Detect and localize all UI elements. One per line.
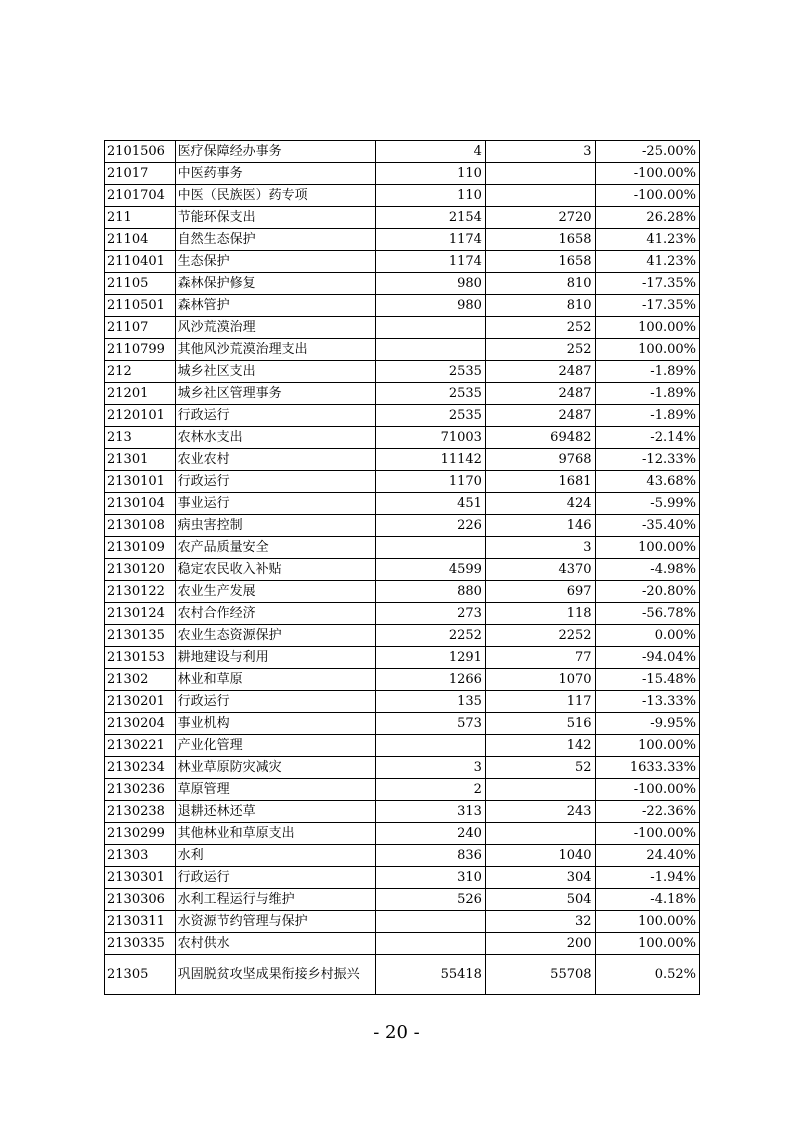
table-row <box>105 845 700 867</box>
change-percent-cell: -20.80% <box>595 581 699 603</box>
change-percent-cell: -100.00% <box>595 163 699 185</box>
current-value-cell: 146 <box>485 515 595 537</box>
change-percent-cell: 100.00% <box>595 537 699 559</box>
change-percent-cell: 100.00% <box>595 339 699 361</box>
current-value-cell: 69482 <box>485 427 595 449</box>
item-name-cell: 农产品质量安全 <box>175 537 376 559</box>
table-row <box>105 669 700 691</box>
current-value-cell: 2487 <box>485 405 595 427</box>
item-name-cell: 中医（民族医）药专项 <box>175 185 376 207</box>
current-value-cell: 32 <box>485 911 595 933</box>
table-row <box>105 405 700 427</box>
prior-value-cell <box>376 911 486 933</box>
table-row <box>105 515 700 537</box>
item-code-cell: 2130221 <box>105 735 176 757</box>
current-value-cell: 810 <box>485 273 595 295</box>
prior-value-cell <box>376 537 486 559</box>
item-name-cell: 草原管理 <box>175 779 376 801</box>
table-row <box>105 933 700 955</box>
change-percent-cell: -4.98% <box>595 559 699 581</box>
current-value-cell: 4370 <box>485 559 595 581</box>
item-name-cell: 森林保护修复 <box>175 273 376 295</box>
table-row <box>105 229 700 251</box>
item-code-cell: 2130204 <box>105 713 176 735</box>
table-row <box>105 757 700 779</box>
change-percent-cell: 0.52% <box>595 955 699 995</box>
item-code-cell: 2130104 <box>105 493 176 515</box>
item-name-cell: 事业机构 <box>175 713 376 735</box>
current-value-cell <box>485 779 595 801</box>
change-percent-cell: 100.00% <box>595 317 699 339</box>
item-name-cell: 农业农村 <box>175 449 376 471</box>
current-value-cell: 3 <box>485 141 595 163</box>
item-code-cell: 2130101 <box>105 471 176 493</box>
item-code-cell: 2130135 <box>105 625 176 647</box>
prior-value-cell: 273 <box>376 603 486 625</box>
item-name-cell: 行政运行 <box>175 471 376 493</box>
prior-value-cell: 110 <box>376 163 486 185</box>
change-percent-cell: -1.89% <box>595 405 699 427</box>
table-row <box>105 889 700 911</box>
prior-value-cell: 573 <box>376 713 486 735</box>
item-name-cell: 医疗保障经办事务 <box>175 141 376 163</box>
prior-value-cell: 451 <box>376 493 486 515</box>
item-name-cell: 稳定农民收入补贴 <box>175 559 376 581</box>
current-value-cell: 1658 <box>485 229 595 251</box>
item-code-cell: 2130122 <box>105 581 176 603</box>
item-code-cell: 21301 <box>105 449 176 471</box>
prior-value-cell: 1291 <box>376 647 486 669</box>
item-name-cell: 其他风沙荒漠治理支出 <box>175 339 376 361</box>
prior-value-cell: 836 <box>376 845 486 867</box>
prior-value-cell: 240 <box>376 823 486 845</box>
item-code-cell: 213 <box>105 427 176 449</box>
item-code-cell: 212 <box>105 361 176 383</box>
current-value-cell: 9768 <box>485 449 595 471</box>
change-percent-cell: 100.00% <box>595 735 699 757</box>
current-value-cell: 1681 <box>485 471 595 493</box>
item-name-cell: 农林水支出 <box>175 427 376 449</box>
current-value-cell: 504 <box>485 889 595 911</box>
prior-value-cell <box>376 317 486 339</box>
item-name-cell: 城乡社区管理事务 <box>175 383 376 405</box>
change-percent-cell: 41.23% <box>595 251 699 273</box>
current-value-cell: 118 <box>485 603 595 625</box>
prior-value-cell: 313 <box>376 801 486 823</box>
current-value-cell: 117 <box>485 691 595 713</box>
change-percent-cell: -2.14% <box>595 427 699 449</box>
change-percent-cell: -17.35% <box>595 295 699 317</box>
table-row <box>105 537 700 559</box>
table-row <box>105 251 700 273</box>
table-row <box>105 449 700 471</box>
prior-value-cell: 980 <box>376 295 486 317</box>
item-name-cell: 自然生态保护 <box>175 229 376 251</box>
item-code-cell: 2130124 <box>105 603 176 625</box>
table-row <box>105 295 700 317</box>
item-code-cell: 2130301 <box>105 867 176 889</box>
change-percent-cell: 0.00% <box>595 625 699 647</box>
item-name-cell: 中医药事务 <box>175 163 376 185</box>
table-row <box>105 647 700 669</box>
current-value-cell: 2720 <box>485 207 595 229</box>
current-value-cell: 516 <box>485 713 595 735</box>
item-code-cell: 2130201 <box>105 691 176 713</box>
table-row <box>105 735 700 757</box>
prior-value-cell: 55418 <box>376 955 486 995</box>
item-code-cell: 2110401 <box>105 251 176 273</box>
prior-value-cell: 880 <box>376 581 486 603</box>
table-row <box>105 339 700 361</box>
item-name-cell: 巩固脱贫攻坚成果衔接乡村振兴 <box>175 955 376 995</box>
prior-value-cell: 135 <box>376 691 486 713</box>
table-row <box>105 911 700 933</box>
item-name-cell: 风沙荒漠治理 <box>175 317 376 339</box>
item-code-cell: 2130236 <box>105 779 176 801</box>
item-name-cell: 产业化管理 <box>175 735 376 757</box>
item-code-cell: 21303 <box>105 845 176 867</box>
table-row <box>105 207 700 229</box>
table-row <box>105 823 700 845</box>
prior-value-cell: 2535 <box>376 361 486 383</box>
item-code-cell: 2130153 <box>105 647 176 669</box>
current-value-cell: 252 <box>485 317 595 339</box>
change-percent-cell: -1.89% <box>595 383 699 405</box>
item-name-cell: 其他林业和草原支出 <box>175 823 376 845</box>
change-percent-cell: -100.00% <box>595 779 699 801</box>
prior-value-cell <box>376 933 486 955</box>
item-code-cell: 2110799 <box>105 339 176 361</box>
change-percent-cell: -100.00% <box>595 185 699 207</box>
current-value-cell: 252 <box>485 339 595 361</box>
prior-value-cell: 4599 <box>376 559 486 581</box>
item-name-cell: 耕地建设与利用 <box>175 647 376 669</box>
item-name-cell: 农村合作经济 <box>175 603 376 625</box>
prior-value-cell: 526 <box>376 889 486 911</box>
current-value-cell: 243 <box>485 801 595 823</box>
table-row <box>105 361 700 383</box>
change-percent-cell: -4.18% <box>595 889 699 911</box>
item-code-cell: 2101704 <box>105 185 176 207</box>
change-percent-cell: -1.94% <box>595 867 699 889</box>
table-row <box>105 471 700 493</box>
item-name-cell: 林业草原防灾减灾 <box>175 757 376 779</box>
current-value-cell: 3 <box>485 537 595 559</box>
table-row <box>105 867 700 889</box>
item-name-cell: 行政运行 <box>175 867 376 889</box>
current-value-cell: 1070 <box>485 669 595 691</box>
item-code-cell: 2130299 <box>105 823 176 845</box>
prior-value-cell: 2154 <box>376 207 486 229</box>
prior-value-cell: 4 <box>376 141 486 163</box>
table-row <box>105 383 700 405</box>
item-code-cell: 21105 <box>105 273 176 295</box>
item-name-cell: 病虫害控制 <box>175 515 376 537</box>
prior-value-cell: 2535 <box>376 405 486 427</box>
table-row <box>105 185 700 207</box>
change-percent-cell: 100.00% <box>595 911 699 933</box>
item-code-cell: 211 <box>105 207 176 229</box>
current-value-cell: 55708 <box>485 955 595 995</box>
prior-value-cell: 226 <box>376 515 486 537</box>
change-percent-cell: 24.40% <box>595 845 699 867</box>
item-code-cell: 2101506 <box>105 141 176 163</box>
item-name-cell: 水资源节约管理与保护 <box>175 911 376 933</box>
current-value-cell <box>485 185 595 207</box>
item-name-cell: 事业运行 <box>175 493 376 515</box>
item-code-cell: 2130306 <box>105 889 176 911</box>
prior-value-cell: 2535 <box>376 383 486 405</box>
prior-value-cell <box>376 339 486 361</box>
table-row <box>105 955 700 995</box>
item-name-cell: 农村供水 <box>175 933 376 955</box>
change-percent-cell: -56.78% <box>595 603 699 625</box>
item-code-cell: 2130238 <box>105 801 176 823</box>
change-percent-cell: -5.99% <box>595 493 699 515</box>
page-number: - 20 - <box>373 1022 420 1043</box>
current-value-cell: 697 <box>485 581 595 603</box>
prior-value-cell: 110 <box>376 185 486 207</box>
item-name-cell: 森林管护 <box>175 295 376 317</box>
table-row <box>105 603 700 625</box>
table-row <box>105 163 700 185</box>
current-value-cell: 142 <box>485 735 595 757</box>
item-code-cell: 21302 <box>105 669 176 691</box>
item-name-cell: 节能环保支出 <box>175 207 376 229</box>
budget-table <box>104 140 700 995</box>
current-value-cell: 2487 <box>485 361 595 383</box>
item-name-cell: 退耕还林还草 <box>175 801 376 823</box>
prior-value-cell: 1174 <box>376 229 486 251</box>
prior-value-cell: 310 <box>376 867 486 889</box>
change-percent-cell: -9.95% <box>595 713 699 735</box>
prior-value-cell: 3 <box>376 757 486 779</box>
item-code-cell: 2130311 <box>105 911 176 933</box>
prior-value-cell: 2 <box>376 779 486 801</box>
table-row <box>105 779 700 801</box>
item-code-cell: 2120101 <box>105 405 176 427</box>
change-percent-cell: -12.33% <box>595 449 699 471</box>
current-value-cell: 200 <box>485 933 595 955</box>
table-row <box>105 713 700 735</box>
change-percent-cell: -35.40% <box>595 515 699 537</box>
table-row <box>105 141 700 163</box>
item-name-cell: 农业生态资源保护 <box>175 625 376 647</box>
item-name-cell: 行政运行 <box>175 691 376 713</box>
current-value-cell: 1040 <box>485 845 595 867</box>
item-code-cell: 2130120 <box>105 559 176 581</box>
table-row <box>105 691 700 713</box>
change-percent-cell: -17.35% <box>595 273 699 295</box>
current-value-cell <box>485 823 595 845</box>
item-code-cell: 2110501 <box>105 295 176 317</box>
item-name-cell: 林业和草原 <box>175 669 376 691</box>
current-value-cell: 2252 <box>485 625 595 647</box>
prior-value-cell: 980 <box>376 273 486 295</box>
current-value-cell: 424 <box>485 493 595 515</box>
budget-table-body <box>105 141 700 995</box>
change-percent-cell: 43.68% <box>595 471 699 493</box>
prior-value-cell: 1174 <box>376 251 486 273</box>
table-row <box>105 273 700 295</box>
change-percent-cell: 100.00% <box>595 933 699 955</box>
item-name-cell: 行政运行 <box>175 405 376 427</box>
prior-value-cell: 71003 <box>376 427 486 449</box>
table-row <box>105 317 700 339</box>
current-value-cell: 304 <box>485 867 595 889</box>
item-name-cell: 生态保护 <box>175 251 376 273</box>
prior-value-cell: 2252 <box>376 625 486 647</box>
change-percent-cell: 41.23% <box>595 229 699 251</box>
table-row <box>105 559 700 581</box>
item-name-cell: 农业生产发展 <box>175 581 376 603</box>
prior-value-cell: 1266 <box>376 669 486 691</box>
item-code-cell: 21305 <box>105 955 176 995</box>
item-name-cell: 水利 <box>175 845 376 867</box>
change-percent-cell: -1.89% <box>595 361 699 383</box>
item-code-cell: 21107 <box>105 317 176 339</box>
item-name-cell: 水利工程运行与维护 <box>175 889 376 911</box>
prior-value-cell: 11142 <box>376 449 486 471</box>
item-code-cell: 2130109 <box>105 537 176 559</box>
change-percent-cell: 1633.33% <box>595 757 699 779</box>
change-percent-cell: -15.48% <box>595 669 699 691</box>
table-row <box>105 493 700 515</box>
item-code-cell: 2130335 <box>105 933 176 955</box>
prior-value-cell: 1170 <box>376 471 486 493</box>
current-value-cell: 52 <box>485 757 595 779</box>
table-row <box>105 427 700 449</box>
item-code-cell: 21201 <box>105 383 176 405</box>
current-value-cell: 2487 <box>485 383 595 405</box>
change-percent-cell: -13.33% <box>595 691 699 713</box>
item-code-cell: 2130108 <box>105 515 176 537</box>
change-percent-cell: 26.28% <box>595 207 699 229</box>
item-code-cell: 21017 <box>105 163 176 185</box>
table-row <box>105 581 700 603</box>
item-code-cell: 2130234 <box>105 757 176 779</box>
current-value-cell <box>485 163 595 185</box>
current-value-cell: 77 <box>485 647 595 669</box>
change-percent-cell: -94.04% <box>595 647 699 669</box>
change-percent-cell: -25.00% <box>595 141 699 163</box>
change-percent-cell: -100.00% <box>595 823 699 845</box>
table-row <box>105 801 700 823</box>
current-value-cell: 1658 <box>485 251 595 273</box>
table-row <box>105 625 700 647</box>
item-code-cell: 21104 <box>105 229 176 251</box>
item-name-cell: 城乡社区支出 <box>175 361 376 383</box>
prior-value-cell <box>376 735 486 757</box>
change-percent-cell: -22.36% <box>595 801 699 823</box>
current-value-cell: 810 <box>485 295 595 317</box>
